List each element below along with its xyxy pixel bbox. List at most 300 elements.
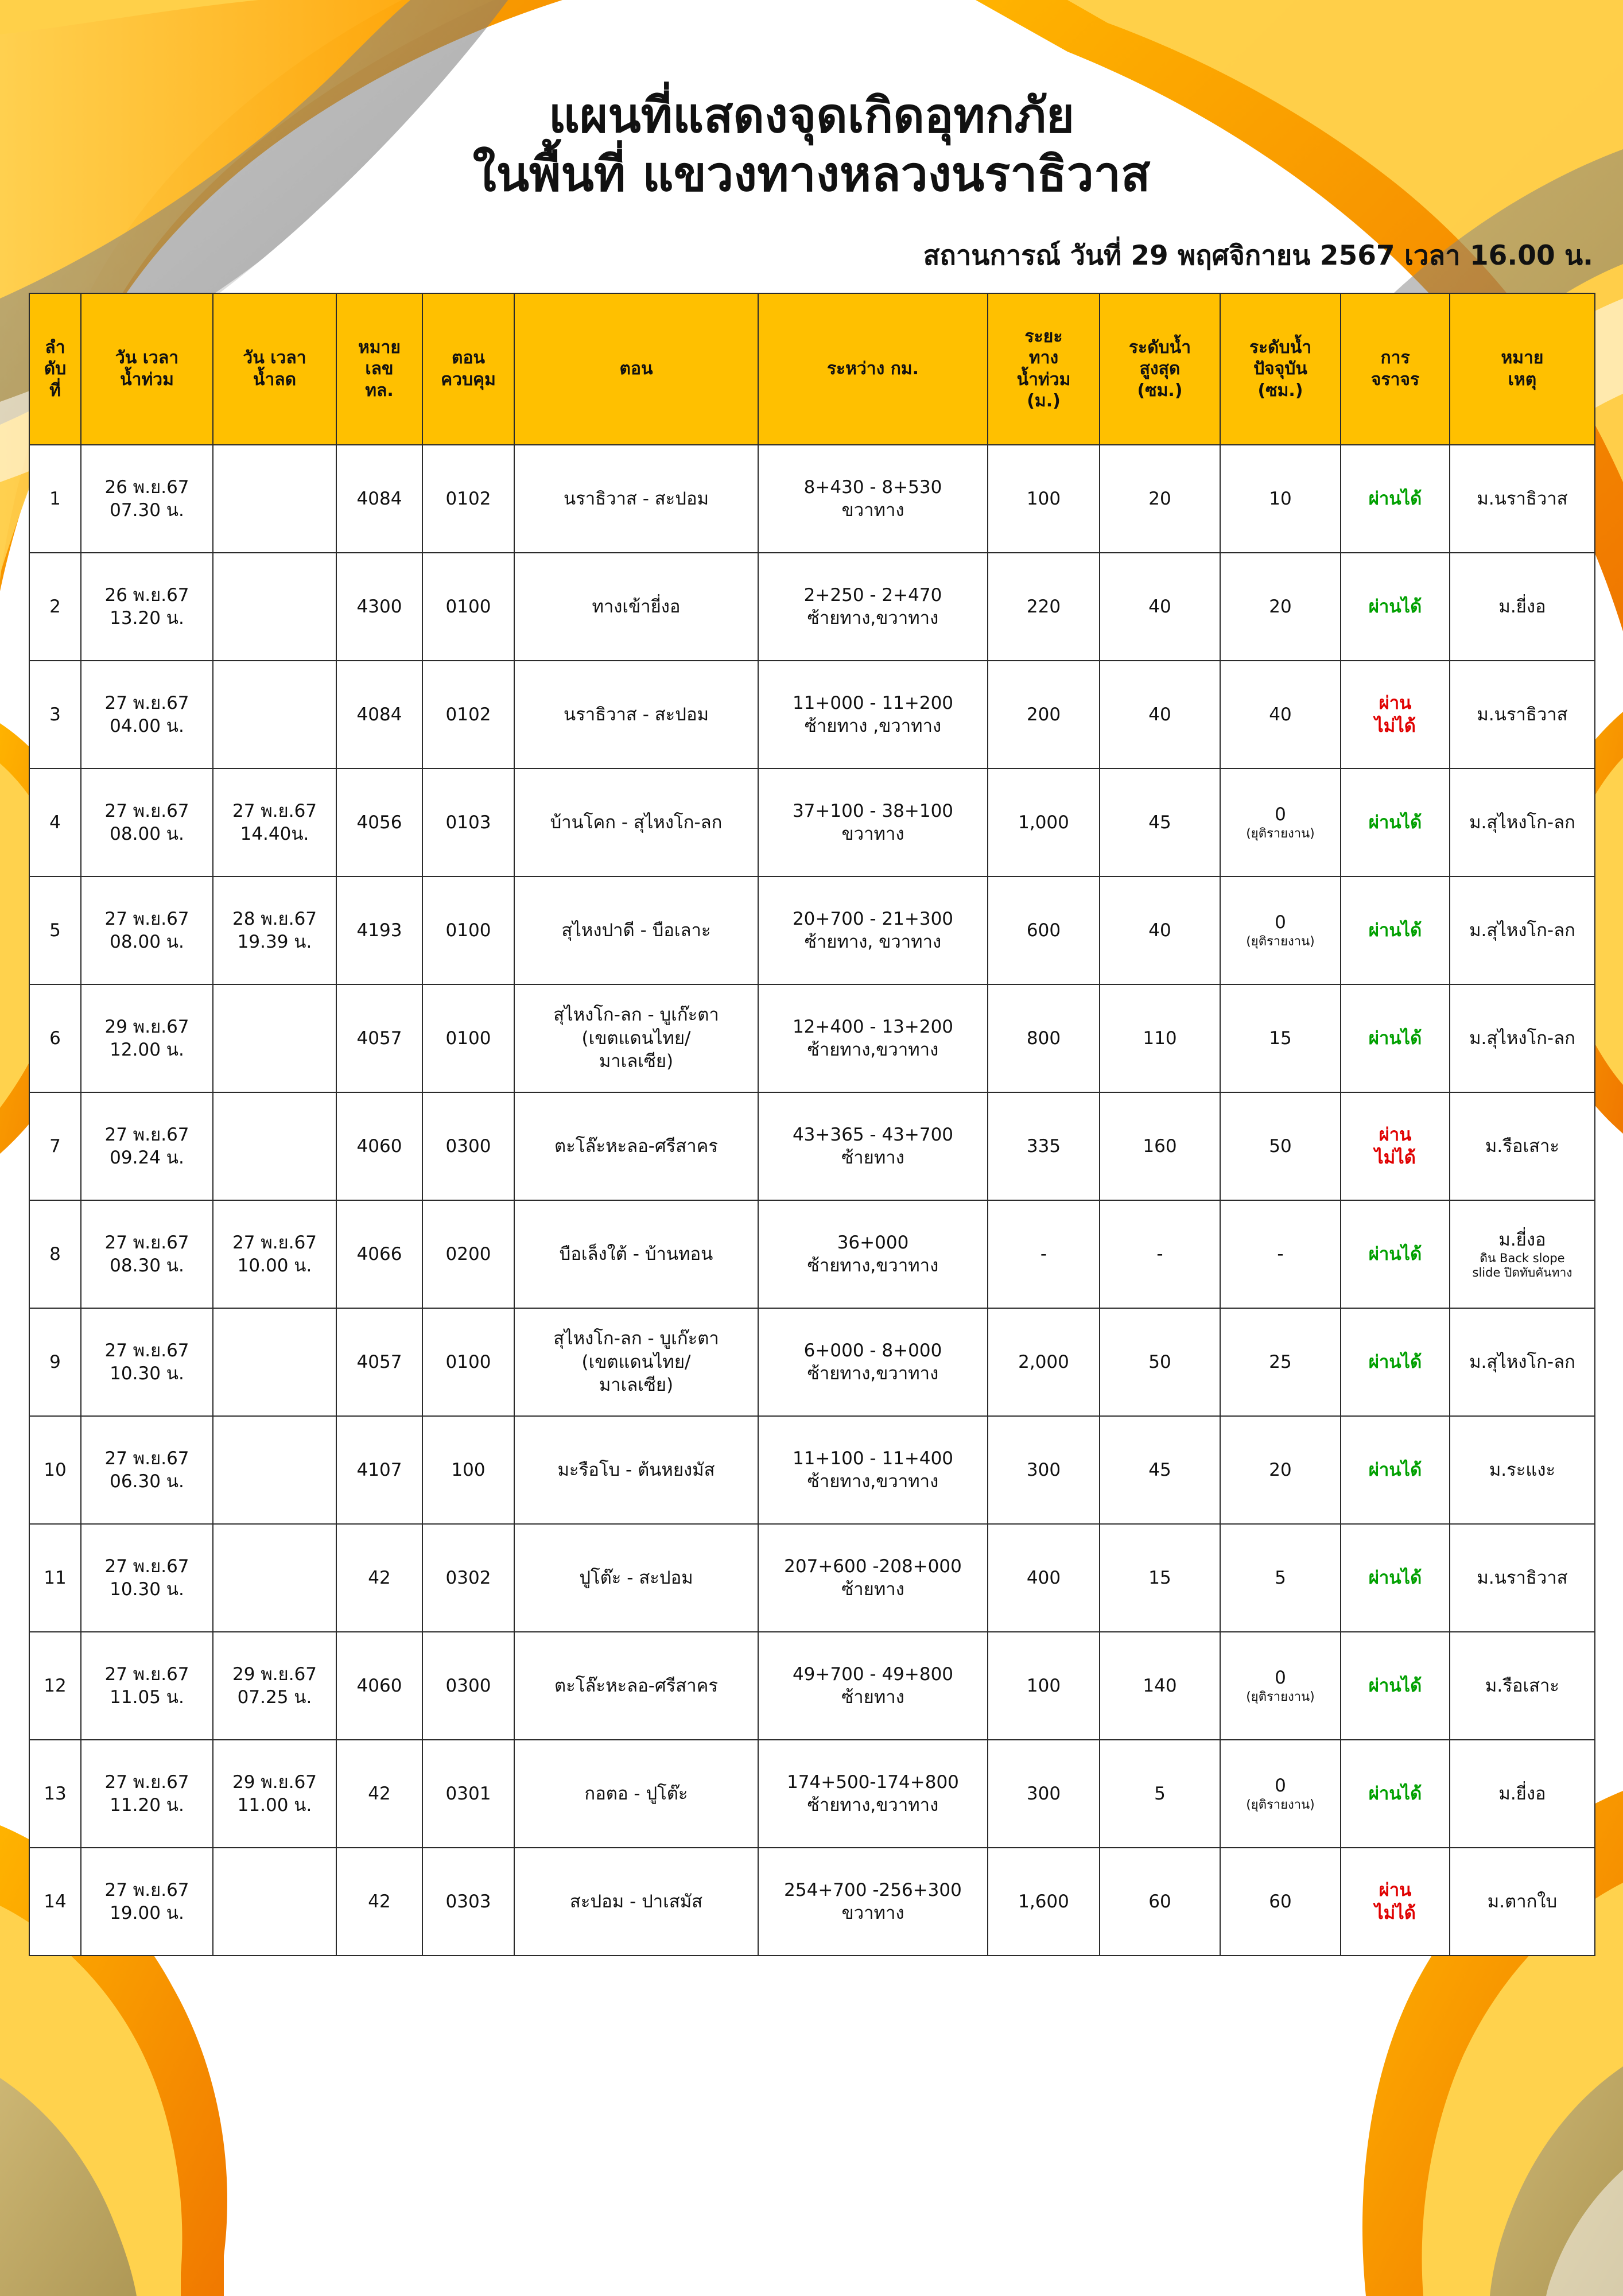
cell-remark: ม.รือเสาะ	[1450, 1632, 1595, 1740]
column-header-5	[514, 293, 758, 445]
traffic-status-blocked: ผ่าน ไม่ได้	[1374, 1879, 1416, 1923]
situation-timestamp: สถานการณ์ วันที่ 29 พฤศจิกายน 2567 เวลา 16.00 น.	[923, 239, 1593, 272]
cell-recede-datetime	[213, 1308, 336, 1416]
column-header-line: ที่	[49, 380, 61, 401]
column-header-line: ทล.	[365, 380, 394, 401]
cell-no: 1	[29, 445, 81, 553]
current-level-note: (ยุติรายงาน)	[1246, 1690, 1315, 1705]
traffic-status-blocked: ผ่าน ไม่ได้	[1374, 692, 1416, 736]
cell-no: 4	[29, 769, 81, 876]
cell-recede-datetime	[213, 1524, 336, 1632]
cell-traffic	[1341, 661, 1450, 769]
cell-max-level: 5	[1100, 1740, 1220, 1848]
cell-route-no: 4107	[336, 1416, 422, 1524]
cell-recede-datetime	[213, 1416, 336, 1524]
cell-section	[514, 1524, 758, 1632]
flood-datetime-line: 10.30 น.	[110, 1578, 184, 1600]
between-km-line: ขวาทาง	[841, 1902, 904, 1923]
cell-between-km	[758, 1524, 988, 1632]
cell-no: 13	[29, 1740, 81, 1848]
cell-current-level: 15	[1220, 984, 1341, 1092]
section-line: สุไหงโก-ลก - บูเก๊ะตา	[553, 1004, 719, 1026]
flood-datetime-line: 19.00 น.	[110, 1902, 184, 1923]
traffic-status-passable: ผ่านได้	[1368, 812, 1422, 833]
cell-flood-length: -	[988, 1200, 1100, 1308]
table-row	[29, 553, 1595, 661]
cell-route-no: 4066	[336, 1200, 422, 1308]
cell-flood-datetime	[81, 445, 213, 553]
column-header-1	[81, 293, 213, 445]
column-header-line: ดับ	[44, 359, 67, 379]
table-row	[29, 1416, 1595, 1524]
cell-traffic	[1341, 553, 1450, 661]
column-header-11	[1450, 293, 1595, 445]
cell-current-level: 50	[1220, 1092, 1341, 1200]
flood-datetime-line: 27 พ.ย.67	[104, 1232, 189, 1253]
section-line: ทางเข้ายี่งอ	[592, 596, 681, 617]
column-header-line: (ซม.)	[1137, 380, 1183, 401]
cell-current-level: 20	[1220, 1416, 1341, 1524]
cell-current-level: 10	[1220, 445, 1341, 553]
flood-datetime-line: 27 พ.ย.67	[104, 1663, 189, 1685]
cell-route-no: 42	[336, 1740, 422, 1848]
flood-datetime-line: 26 พ.ย.67	[104, 584, 189, 606]
flood-datetime-line: 27 พ.ย.67	[104, 1448, 189, 1469]
cell-route-no: 4193	[336, 876, 422, 984]
cell-max-level: 60	[1100, 1848, 1220, 1956]
between-km-line: ซ้ายทาง	[841, 1686, 904, 1708]
section-line: นราธิวาส - สะปอม	[563, 704, 709, 725]
cell-traffic	[1341, 984, 1450, 1092]
cell-flood-datetime	[81, 1092, 213, 1200]
cell-control-section: 0100	[422, 553, 514, 661]
between-km-line: 20+700 - 21+300	[792, 908, 954, 929]
section-line: สะปอม - ปาเสมัส	[569, 1891, 703, 1912]
cell-recede-datetime	[213, 1092, 336, 1200]
cell-remark: ม.ยี่งอ	[1450, 553, 1595, 661]
table-row	[29, 1632, 1595, 1740]
cell-section	[514, 1740, 758, 1848]
cell-max-level: 15	[1100, 1524, 1220, 1632]
cell-control-section: 0200	[422, 1200, 514, 1308]
cell-current-level: 0 (ยุติรายงาน)	[1220, 769, 1341, 876]
cell-between-km	[758, 1416, 988, 1524]
cell-between-km	[758, 1632, 988, 1740]
column-header-10	[1341, 293, 1450, 445]
flood-datetime-line: 27 พ.ย.67	[104, 1879, 189, 1901]
cell-flood-datetime	[81, 661, 213, 769]
cell-flood-datetime	[81, 553, 213, 661]
table-row	[29, 1092, 1595, 1200]
cell-remark: ม.ตากใบ	[1450, 1848, 1595, 1956]
cell-traffic	[1341, 1416, 1450, 1524]
cell-max-level: 160	[1100, 1092, 1220, 1200]
cell-section	[514, 984, 758, 1092]
recede-datetime-line: 27 พ.ย.67	[232, 1232, 317, 1253]
cell-max-level: -	[1100, 1200, 1220, 1308]
cell-between-km	[758, 553, 988, 661]
cell-no: 14	[29, 1848, 81, 1956]
column-header-line: วัน เวลา	[243, 348, 306, 369]
cell-traffic	[1341, 1848, 1450, 1956]
column-header-8	[1100, 293, 1220, 445]
recede-datetime-line: 14.40น.	[240, 823, 309, 844]
table-row	[29, 769, 1595, 876]
cell-flood-length: 600	[988, 876, 1100, 984]
cell-flood-length: 220	[988, 553, 1100, 661]
table-row	[29, 661, 1595, 769]
cell-flood-datetime	[81, 1740, 213, 1848]
flood-datetime-line: 27 พ.ย.67	[104, 1124, 189, 1145]
flood-points-table	[29, 293, 1595, 1956]
recede-datetime-line: 10.00 น.	[237, 1255, 312, 1276]
cell-traffic	[1341, 1092, 1450, 1200]
cell-section	[514, 876, 758, 984]
cell-flood-datetime	[81, 1200, 213, 1308]
cell-remark: ม.นราธิวาส	[1450, 1524, 1595, 1632]
traffic-status-blocked: ผ่าน ไม่ได้	[1374, 1124, 1416, 1168]
cell-remark: ม.รือเสาะ	[1450, 1092, 1595, 1200]
cell-traffic	[1341, 445, 1450, 553]
cell-max-level: 50	[1100, 1308, 1220, 1416]
cell-current-level: 5	[1220, 1524, 1341, 1632]
column-header-line: ตอน	[619, 359, 653, 379]
recede-datetime-line: 07.25 น.	[237, 1686, 312, 1708]
cell-between-km	[758, 1740, 988, 1848]
traffic-status-passable: ผ่านได้	[1368, 1783, 1422, 1804]
cell-flood-length: 300	[988, 1740, 1100, 1848]
between-km-line: ขวาทาง	[841, 499, 904, 521]
cell-between-km	[758, 984, 988, 1092]
cell-recede-datetime	[213, 769, 336, 876]
column-header-0	[29, 293, 81, 445]
between-km-line: ซ้ายทาง,ขวาทาง	[807, 1363, 939, 1384]
column-header-3	[336, 293, 422, 445]
cell-flood-length: 2,000	[988, 1308, 1100, 1416]
flood-datetime-line: 26 พ.ย.67	[104, 476, 189, 498]
cell-max-level: 45	[1100, 1416, 1220, 1524]
table-row	[29, 1524, 1595, 1632]
flood-datetime-line: 11.20 น.	[110, 1794, 184, 1816]
cell-remark: ม.สุไหงโก-ลก	[1450, 769, 1595, 876]
page-title-line-2: ในพื้นที่ แขวงทางหลวงนราธิวาส	[472, 146, 1151, 203]
table-row	[29, 1200, 1595, 1308]
cell-no: 3	[29, 661, 81, 769]
cell-flood-length: 400	[988, 1524, 1100, 1632]
between-km-line: 37+100 - 38+100	[792, 800, 954, 821]
recede-datetime-line: 28 พ.ย.67	[232, 908, 317, 929]
between-km-line: 11+100 - 11+400	[792, 1448, 954, 1469]
column-header-line: การ	[1380, 348, 1410, 369]
column-header-line: สูงสุด	[1139, 359, 1181, 379]
cell-section	[514, 1200, 758, 1308]
flood-datetime-line: 27 พ.ย.67	[104, 800, 189, 821]
column-header-2	[213, 293, 336, 445]
cell-traffic	[1341, 769, 1450, 876]
section-line: มาเลเซีย)	[599, 1051, 674, 1072]
flood-datetime-line: 13.20 น.	[110, 607, 184, 629]
cell-recede-datetime	[213, 1632, 336, 1740]
cell-no: 12	[29, 1632, 81, 1740]
cell-control-section: 0300	[422, 1092, 514, 1200]
section-line: นราธิวาส - สะปอม	[563, 488, 709, 509]
current-level-note: (ยุติรายงาน)	[1246, 1798, 1315, 1813]
flood-datetime-line: 06.30 น.	[110, 1471, 184, 1492]
cell-traffic	[1341, 1632, 1450, 1740]
cell-route-no: 4060	[336, 1092, 422, 1200]
column-header-line: น้ำท่วม	[120, 369, 174, 390]
cell-route-no: 4056	[336, 769, 422, 876]
between-km-line: 11+000 - 11+200	[792, 692, 954, 713]
column-header-6	[758, 293, 988, 445]
traffic-status-passable: ผ่านได้	[1368, 488, 1422, 509]
between-km-line: ซ้ายทาง,ขวาทาง	[807, 1471, 939, 1492]
cell-flood-datetime	[81, 876, 213, 984]
between-km-line: ซ้ายทาง,ขวาทาง	[807, 1255, 939, 1276]
flood-datetime-line: 10.30 น.	[110, 1363, 184, 1384]
between-km-line: ซ้ายทาง,ขวาทาง	[807, 1039, 939, 1060]
cell-section	[514, 445, 758, 553]
cell-traffic	[1341, 1524, 1450, 1632]
flood-datetime-line: 27 พ.ย.67	[104, 1556, 189, 1577]
column-header-line: (ม.)	[1027, 391, 1061, 412]
section-line: บือเล็งใต้ - บ้านทอน	[559, 1243, 713, 1265]
column-header-line: จราจร	[1370, 369, 1420, 390]
between-km-line: 6+000 - 8+000	[803, 1340, 942, 1361]
cell-flood-datetime	[81, 769, 213, 876]
cell-traffic	[1341, 1308, 1450, 1416]
flood-datetime-line: 09.24 น.	[110, 1147, 184, 1168]
cell-no: 8	[29, 1200, 81, 1308]
cell-current-level: 0 (ยุติรายงาน)	[1220, 1632, 1341, 1740]
cell-route-no: 42	[336, 1524, 422, 1632]
cell-between-km	[758, 1848, 988, 1956]
section-line: ตะโล๊ะหะลอ-ศรีสาคร	[554, 1135, 718, 1157]
column-header-line: น้ำท่วม	[1016, 369, 1071, 390]
cell-traffic	[1341, 876, 1450, 984]
section-line: ตะโล๊ะหะลอ-ศรีสาคร	[554, 1675, 718, 1696]
between-km-line: ซ้ายทาง, ขวาทาง	[804, 931, 942, 952]
recede-datetime-line: 11.00 น.	[237, 1794, 312, 1816]
column-header-line: ตอน	[451, 348, 485, 369]
cell-flood-datetime	[81, 1416, 213, 1524]
cell-control-section: 0102	[422, 445, 514, 553]
cell-recede-datetime	[213, 876, 336, 984]
cell-control-section: 0102	[422, 661, 514, 769]
cell-route-no: 4060	[336, 1632, 422, 1740]
cell-control-section: 0303	[422, 1848, 514, 1956]
column-header-line: ลำ	[45, 337, 65, 358]
column-header-line: น้ำลด	[253, 369, 297, 390]
recede-datetime-line: 19.39 น.	[237, 931, 312, 952]
cell-control-section: 0300	[422, 1632, 514, 1740]
cell-flood-datetime	[81, 1524, 213, 1632]
cell-no: 7	[29, 1092, 81, 1200]
cell-section	[514, 553, 758, 661]
traffic-status-passable: ผ่านได้	[1368, 1675, 1422, 1696]
column-header-line: เลข	[365, 359, 394, 379]
section-line: มะรือโบ - ต้นหยงมัส	[557, 1459, 715, 1480]
cell-between-km	[758, 1092, 988, 1200]
column-header-line: ระหว่าง กม.	[826, 359, 919, 379]
cell-flood-datetime	[81, 1308, 213, 1416]
cell-remark: ม.สุไหงโก-ลก	[1450, 1308, 1595, 1416]
cell-max-level: 45	[1100, 769, 1220, 876]
table-body	[29, 445, 1595, 1956]
cell-current-level: 60	[1220, 1848, 1341, 1956]
cell-between-km	[758, 1308, 988, 1416]
cell-between-km	[758, 445, 988, 553]
cell-section	[514, 661, 758, 769]
cell-flood-datetime	[81, 984, 213, 1092]
section-line: (เขตแดนไทย/	[581, 1027, 691, 1049]
flood-datetime-line: 08.00 น.	[110, 823, 184, 844]
cell-flood-datetime	[81, 1848, 213, 1956]
cell-route-no: 4084	[336, 445, 422, 553]
between-km-line: ซ้ายทาง	[841, 1147, 904, 1168]
between-km-line: ขวาทาง	[841, 823, 904, 844]
cell-current-level: -	[1220, 1200, 1341, 1308]
section-line: สุไหงโก-ลก - บูเก๊ะตา	[553, 1328, 719, 1349]
cell-flood-length: 800	[988, 984, 1100, 1092]
cell-remark: ม.นราธิวาส	[1450, 445, 1595, 553]
flood-datetime-line: 27 พ.ย.67	[104, 908, 189, 929]
column-header-line: ระยะ	[1024, 326, 1063, 347]
remark-note: ดิน Back slope slide ปิดทับคันทาง	[1472, 1251, 1572, 1280]
flood-table-container	[29, 293, 1594, 1956]
cell-between-km	[758, 661, 988, 769]
between-km-line: ซ้ายทาง ,ขวาทาง	[804, 715, 942, 736]
cell-recede-datetime	[213, 1200, 336, 1308]
cell-recede-datetime	[213, 1740, 336, 1848]
cell-flood-length: 100	[988, 445, 1100, 553]
cell-remark: ม.ยี่งอ	[1450, 1740, 1595, 1848]
cell-control-section: 0103	[422, 769, 514, 876]
recede-datetime-line: 29 พ.ย.67	[232, 1771, 317, 1793]
cell-flood-length: 200	[988, 661, 1100, 769]
column-header-line: วัน เวลา	[115, 348, 179, 369]
column-header-line: ระดับน้ำ	[1128, 337, 1191, 358]
traffic-status-passable: ผ่านได้	[1368, 596, 1422, 617]
cell-between-km	[758, 769, 988, 876]
cell-recede-datetime	[213, 1848, 336, 1956]
table-row	[29, 1308, 1595, 1416]
cell-remark: ม.สุไหงโก-ลก	[1450, 876, 1595, 984]
current-level-note: (ยุติรายงาน)	[1246, 934, 1315, 949]
cell-between-km	[758, 876, 988, 984]
page-title-line-1: แผนที่แสดงจุดเกิดอุทกภัย	[548, 87, 1075, 144]
current-level-note: (ยุติรายงาน)	[1246, 827, 1315, 841]
cell-control-section: 100	[422, 1416, 514, 1524]
cell-remark: ม.สุไหงโก-ลก	[1450, 984, 1595, 1092]
column-header-line: หมาย	[358, 337, 401, 358]
traffic-status-passable: ผ่านได้	[1368, 1567, 1422, 1588]
cell-flood-length: 300	[988, 1416, 1100, 1524]
column-header-line: ระดับน้ำ	[1249, 337, 1312, 358]
cell-max-level: 40	[1100, 553, 1220, 661]
cell-remark: ม.นราธิวาส	[1450, 661, 1595, 769]
cell-no: 2	[29, 553, 81, 661]
cell-recede-datetime	[213, 661, 336, 769]
cell-max-level: 140	[1100, 1632, 1220, 1740]
between-km-line: 8+430 - 8+530	[803, 476, 942, 498]
recede-datetime-line: 29 พ.ย.67	[232, 1663, 317, 1685]
column-header-line: ควบคุม	[441, 369, 496, 390]
flood-datetime-line: 27 พ.ย.67	[104, 1340, 189, 1361]
cell-control-section: 0301	[422, 1740, 514, 1848]
cell-current-level: 40	[1220, 661, 1341, 769]
cell-route-no: 4057	[336, 1308, 422, 1416]
cell-no: 10	[29, 1416, 81, 1524]
cell-control-section: 0302	[422, 1524, 514, 1632]
flood-datetime-line: 04.00 น.	[110, 715, 184, 736]
flood-datetime-line: 27 พ.ย.67	[104, 1771, 189, 1793]
cell-flood-length: 100	[988, 1632, 1100, 1740]
cell-no: 9	[29, 1308, 81, 1416]
cell-current-level: 0 (ยุติรายงาน)	[1220, 1740, 1341, 1848]
column-header-line: เหตุ	[1508, 369, 1537, 390]
between-km-line: 36+000	[837, 1232, 909, 1253]
flood-datetime-line: 12.00 น.	[110, 1039, 184, 1060]
cell-flood-length: 1,000	[988, 769, 1100, 876]
column-header-line: หมาย	[1501, 348, 1544, 369]
cell-remark: ม.ระแงะ	[1450, 1416, 1595, 1524]
cell-current-level: 20	[1220, 553, 1341, 661]
cell-section	[514, 1092, 758, 1200]
between-km-line: ซ้ายทาง,ขวาทาง	[807, 1794, 939, 1816]
table-row	[29, 1848, 1595, 1956]
traffic-status-passable: ผ่านได้	[1368, 1243, 1422, 1265]
cell-traffic	[1341, 1740, 1450, 1848]
column-header-9	[1220, 293, 1341, 445]
cell-current-level: 0 (ยุติรายงาน)	[1220, 876, 1341, 984]
cell-max-level: 20	[1100, 445, 1220, 553]
cell-between-km	[758, 1200, 988, 1308]
cell-no: 5	[29, 876, 81, 984]
cell-max-level: 40	[1100, 661, 1220, 769]
cell-flood-length: 335	[988, 1092, 1100, 1200]
between-km-line: 43+365 - 43+700	[792, 1124, 954, 1145]
cell-recede-datetime	[213, 445, 336, 553]
between-km-line: 2+250 - 2+470	[803, 584, 942, 606]
cell-current-level: 25	[1220, 1308, 1341, 1416]
column-header-7	[988, 293, 1100, 445]
cell-control-section: 0100	[422, 984, 514, 1092]
cell-section	[514, 1632, 758, 1740]
cell-recede-datetime	[213, 984, 336, 1092]
traffic-status-passable: ผ่านได้	[1368, 1459, 1422, 1480]
table-row	[29, 984, 1595, 1092]
cell-section	[514, 1308, 758, 1416]
flood-datetime-line: 08.30 น.	[110, 1255, 184, 1276]
cell-route-no: 4300	[336, 553, 422, 661]
flood-datetime-line: 11.05 น.	[110, 1686, 184, 1708]
cell-section	[514, 769, 758, 876]
table-header-row	[29, 293, 1595, 445]
cell-max-level: 40	[1100, 876, 1220, 984]
column-header-line: (ซม.)	[1257, 380, 1303, 401]
cell-control-section: 0100	[422, 1308, 514, 1416]
cell-section	[514, 1848, 758, 1956]
column-header-line: ทาง	[1028, 348, 1059, 369]
column-header-4	[422, 293, 514, 445]
cell-route-no: 4057	[336, 984, 422, 1092]
cell-recede-datetime	[213, 553, 336, 661]
section-line: ปูโต๊ะ - สะปอม	[579, 1567, 693, 1588]
flood-datetime-line: 07.30 น.	[110, 499, 184, 521]
flood-datetime-line: 27 พ.ย.67	[104, 692, 189, 713]
flood-datetime-line: 08.00 น.	[110, 931, 184, 952]
